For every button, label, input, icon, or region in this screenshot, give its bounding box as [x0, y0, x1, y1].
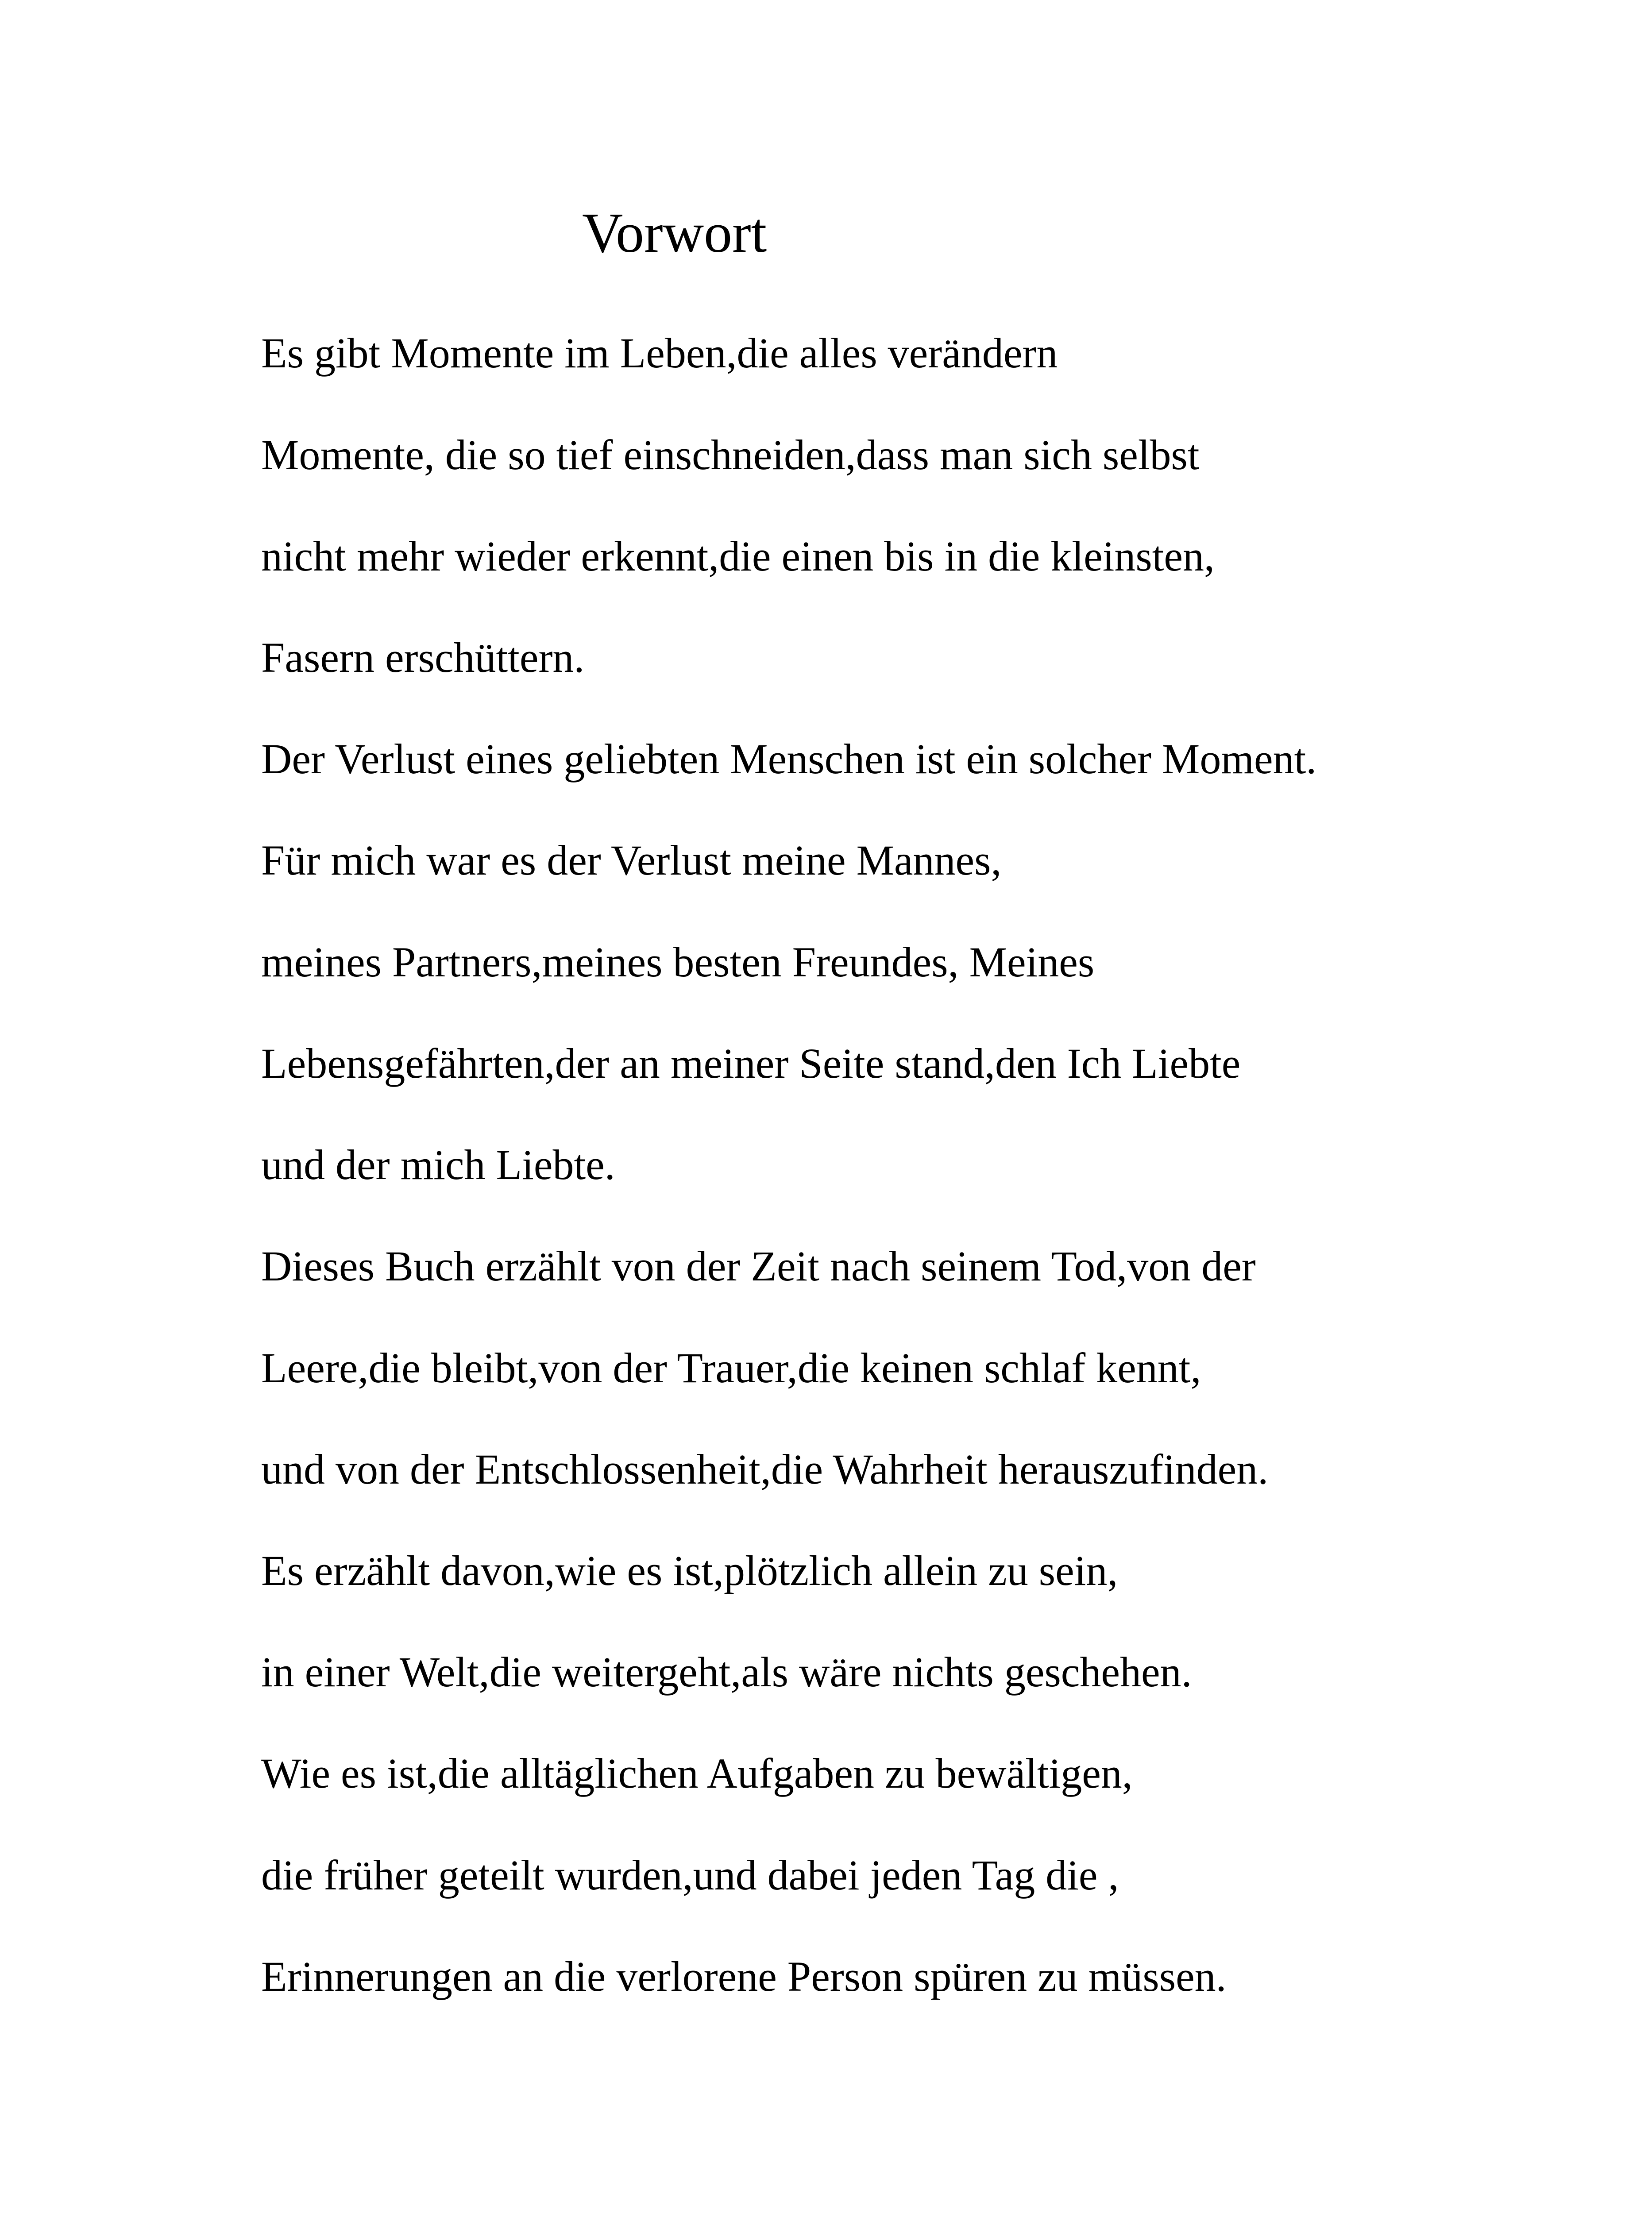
- text-line: Fasern erschüttern.: [261, 634, 585, 681]
- text-line: nicht mehr wieder erkennt,die einen bis in die kleinsten,: [261, 532, 1215, 580]
- page-title: Vorwort: [582, 201, 767, 264]
- text-line: und der mich Liebte.: [261, 1141, 615, 1188]
- text-line: Es gibt Momente im Leben,die alles verändern: [261, 329, 1058, 377]
- text-line: Lebensgefährten,der an meiner Seite stand,den Ich Liebte: [261, 1040, 1241, 1087]
- text-line: und von der Entschlossenheit,die Wahrheit herauszufinden.: [261, 1446, 1269, 1493]
- text-line: Es erzählt davon,wie es ist,plötzlich allein zu sein,: [261, 1547, 1118, 1594]
- text-line: in einer Welt,die weitergeht,als wäre nichts geschehen.: [261, 1648, 1192, 1696]
- text-line: Für mich war es der Verlust meine Mannes,: [261, 837, 1002, 884]
- text-line: Dieses Buch erzählt von der Zeit nach seinem Tod,von der: [261, 1242, 1256, 1290]
- text-line: die früher geteilt wurden,und dabei jeden Tag die ,: [261, 1851, 1119, 1899]
- text-line: Wie es ist,die alltäglichen Aufgaben zu bewältigen,: [261, 1750, 1133, 1797]
- text-line: Erinnerungen an die verlorene Person spüren zu müssen.: [261, 1953, 1227, 2000]
- text-line: Leere,die bleibt,von der Trauer,die keinen schlaf kennt,: [261, 1344, 1201, 1392]
- text-line: Der Verlust eines geliebten Menschen ist ein solcher Moment.: [261, 735, 1317, 783]
- text-line: Momente, die so tief einschneiden,dass man sich selbst: [261, 431, 1200, 478]
- text-line: meines Partners,meines besten Freundes, Meines: [261, 938, 1095, 986]
